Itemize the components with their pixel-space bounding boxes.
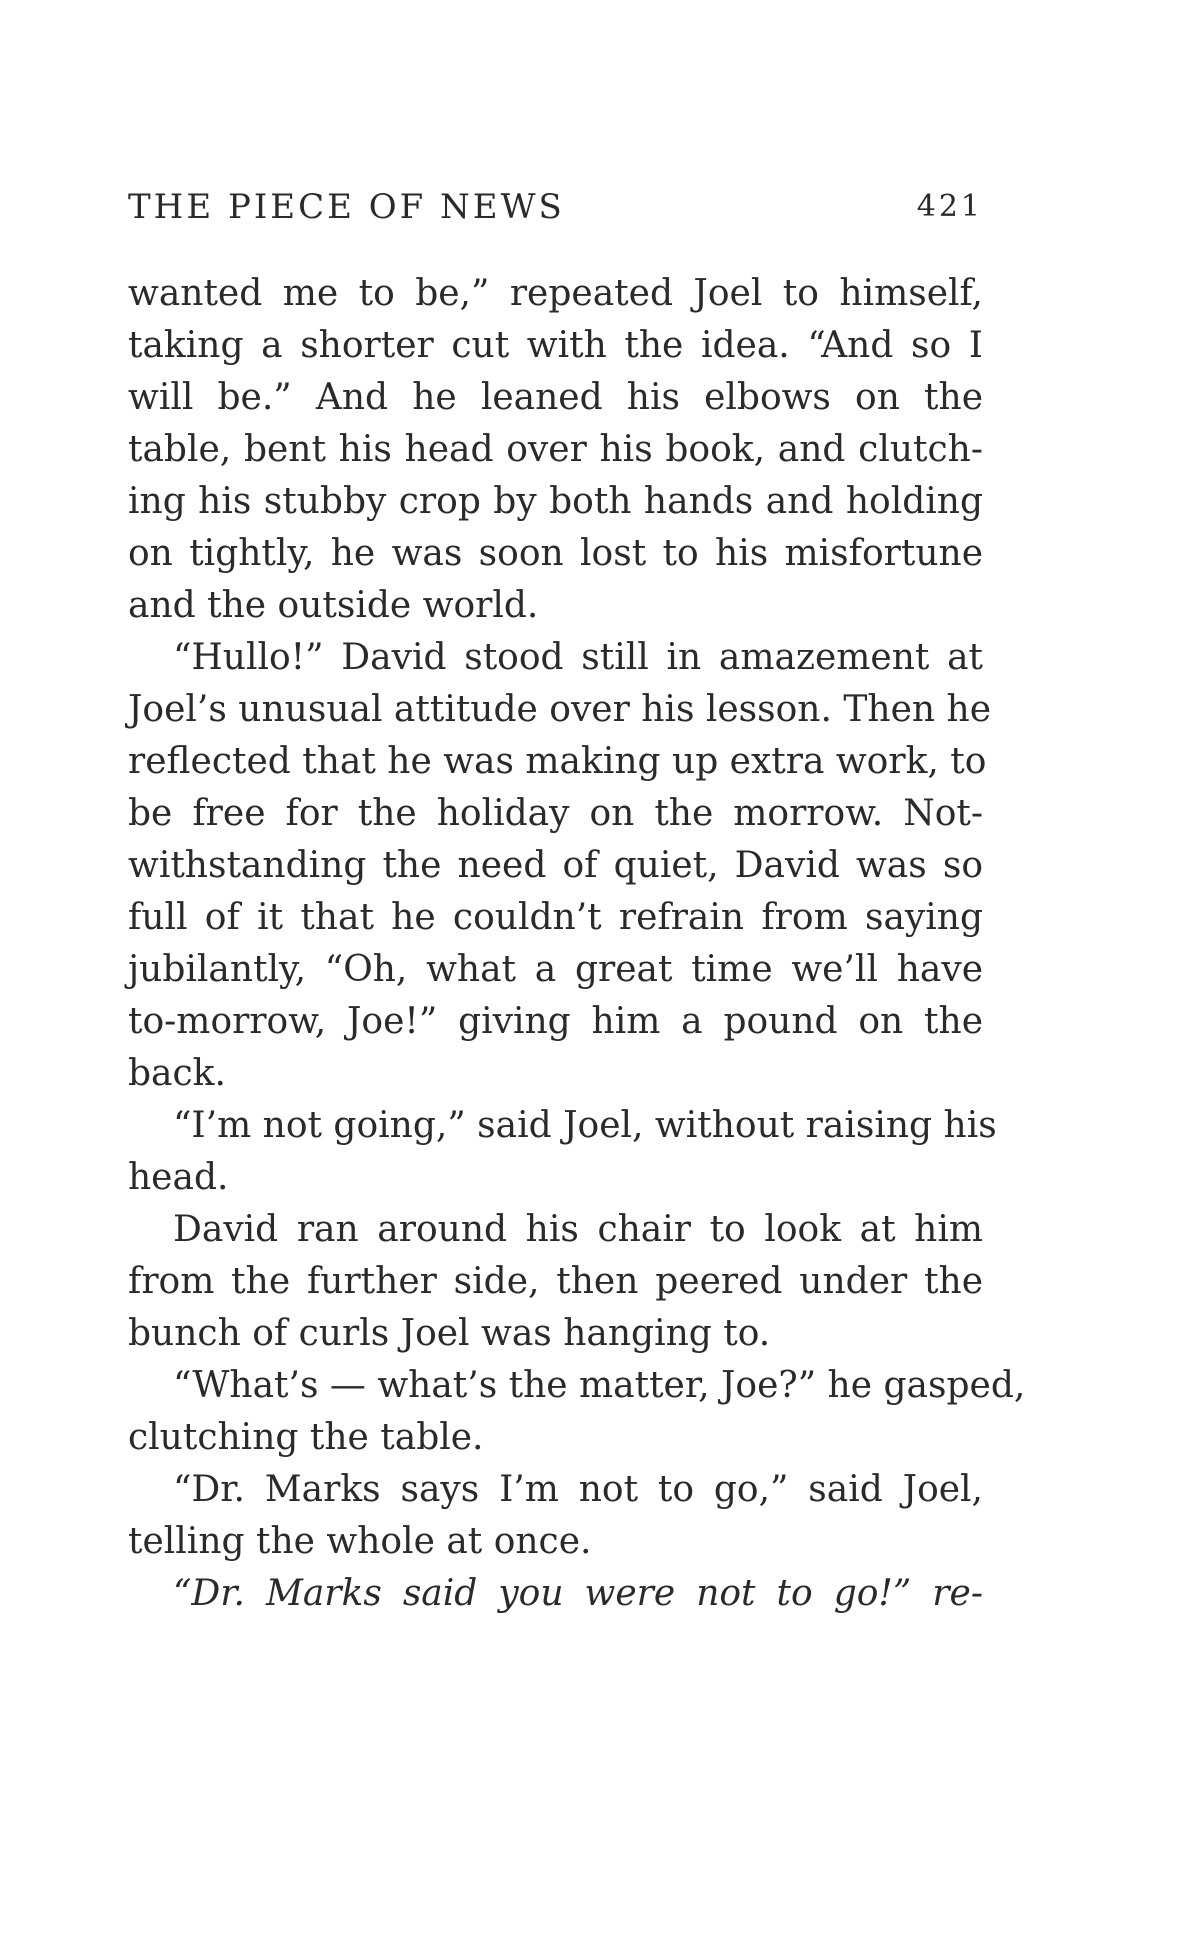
text-line: from the further side, then peered under the	[128, 1261, 983, 1302]
text-line: withstanding the need of quiet, David was so	[128, 845, 983, 886]
text-line: taking a shorter cut with the idea. “And so I	[128, 325, 983, 366]
text-line: David ran around his chair to look at him	[173, 1209, 983, 1250]
text-line: to-morrow, Joe!” giving him a pound on the	[128, 1001, 983, 1042]
page-header	[128, 182, 983, 232]
text-line: clutching the table.	[128, 1417, 484, 1458]
text-line: be free for the holiday on the morrow. Not-	[128, 793, 983, 834]
page-body	[128, 268, 1026, 1620]
text-line: “Dr. Marks said you were not to go!” re-	[173, 1573, 983, 1614]
text-line: “Hullo!” David stood still in amazement at	[173, 637, 983, 678]
text-line: back.	[128, 1053, 226, 1094]
text-line: wanted me to be,” repeated Joel to himself,	[128, 273, 983, 314]
text-line: on tightly, he was soon lost to his misfortune	[128, 533, 983, 574]
text-line: will be.” And he leaned his elbows on the	[128, 377, 983, 418]
text-line: jubilantly, “Oh, what a great time we’ll have	[128, 949, 983, 990]
text-line: bunch of curls Joel was hanging to.	[128, 1313, 771, 1354]
text-line: head.	[128, 1157, 229, 1198]
text-line: reflected that he was making up extra work, to	[128, 741, 987, 782]
text-line: “I’m not going,” said Joel, without raising his	[173, 1105, 997, 1146]
text-line: table, bent his head over his book, and clutch-	[128, 429, 983, 470]
text-line: and the outside world.	[128, 585, 539, 626]
text-line: telling the whole at once.	[128, 1521, 592, 1562]
page-number: 421	[916, 189, 983, 224]
running-head: THE PIECE OF NEWS	[128, 187, 565, 227]
text-line: ing his stubby crop by both hands and holding	[128, 481, 983, 522]
text-line: Joel’s unusual attitude over his lesson. Then he	[128, 689, 991, 730]
text-line: full of it that he couldn’t refrain from saying	[128, 897, 983, 938]
text-line: “What’s — what’s the matter, Joe?” he gasped,	[173, 1365, 1026, 1406]
text-line: “Dr. Marks says I’m not to go,” said Joel,	[173, 1469, 983, 1510]
